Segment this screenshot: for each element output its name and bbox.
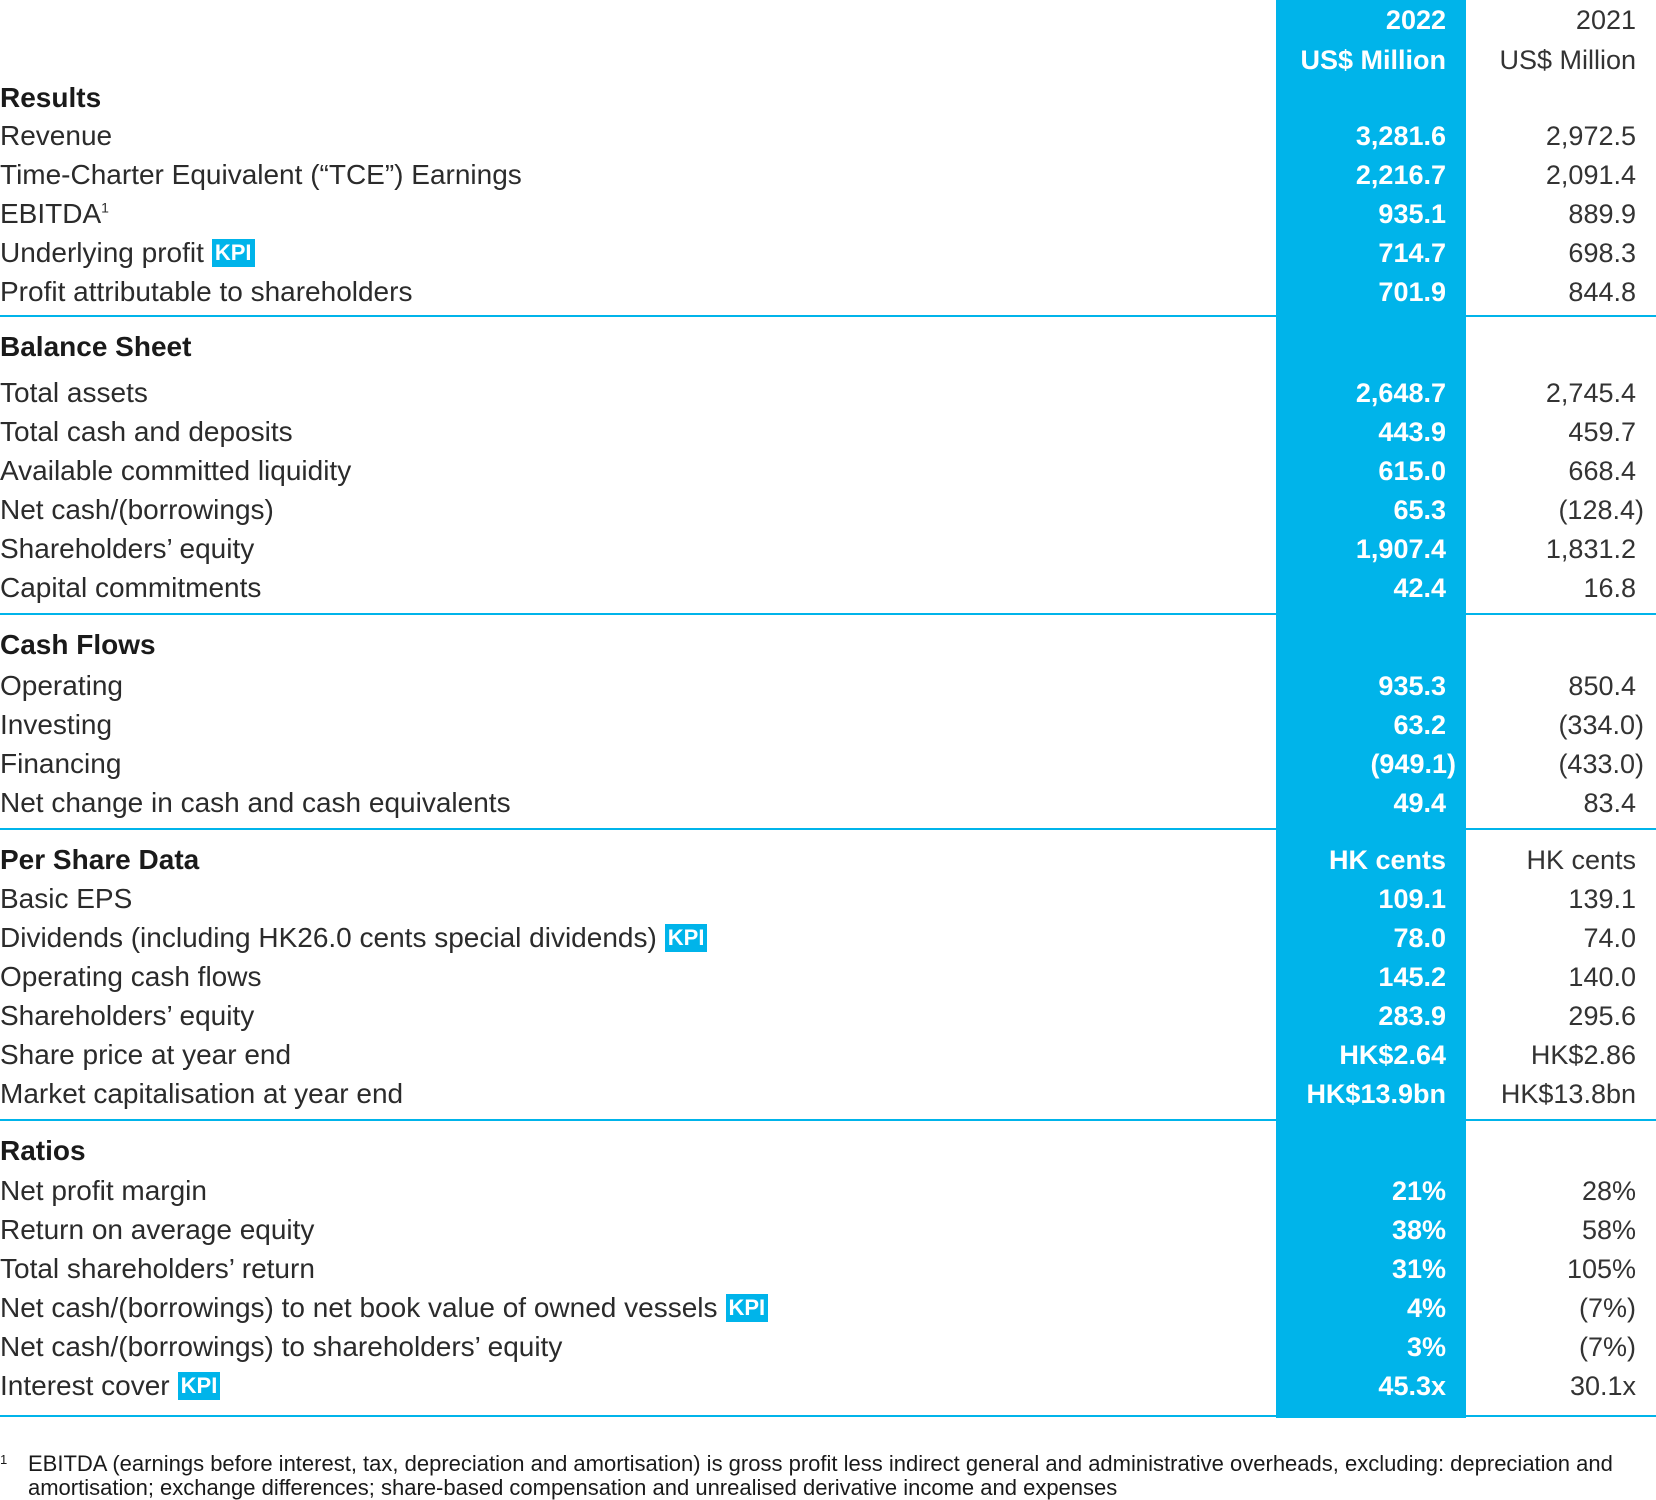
value-2021: 2,091.4 (1545, 160, 1636, 190)
value-2021: (433.0) (1558, 749, 1644, 779)
value-2022: 935.3 (1378, 671, 1446, 701)
value-2022: 2,216.7 (1355, 160, 1446, 190)
header-row-unit (0, 40, 1656, 80)
table-row (0, 996, 1656, 1036)
section-title: Ratios (0, 1135, 86, 1166)
table-bottom-rule (0, 1415, 1656, 1417)
value-2022: 109.1 (1378, 884, 1446, 914)
value-2021: 140.0 (1568, 962, 1636, 992)
value-2021: 30.1x (1569, 1371, 1636, 1401)
row-label-wrap (0, 1288, 768, 1328)
table-row (0, 1210, 1656, 1250)
table-row (0, 879, 1656, 919)
value-2022: 2,648.7 (1355, 378, 1446, 408)
row-label: Total cash and deposits (0, 416, 293, 447)
value-2021: 295.6 (1568, 1001, 1636, 1031)
kpi-badge: KPI (726, 1294, 769, 1322)
value-2021: (7%) (1578, 1332, 1636, 1362)
header-unit-2022: US$ Million (1300, 45, 1446, 75)
row-label-wrap (0, 233, 255, 273)
section-title: Results (0, 82, 102, 113)
header-year-2021: 2021 (1575, 5, 1636, 35)
section-divider (0, 828, 1656, 830)
row-label: Profit attributable to shareholders (0, 276, 413, 307)
table-row (0, 568, 1656, 608)
section-divider (0, 1119, 1656, 1121)
kpi-badge: KPI (212, 239, 255, 267)
value-2022: 443.9 (1378, 417, 1446, 447)
row-label: Operating (0, 670, 123, 701)
value-2021: 2,972.5 (1545, 121, 1636, 151)
value-2021: (128.4) (1558, 495, 1644, 525)
section-title: Per Share Data (0, 844, 200, 875)
row-label-wrap (0, 194, 109, 234)
row-label: Share price at year end (0, 1039, 292, 1070)
row-label: Shareholders’ equity (0, 1000, 255, 1031)
row-label: Investing (0, 709, 113, 740)
footnote-mark: 1 (101, 199, 109, 216)
row-label: Basic EPS (0, 883, 133, 914)
row-label: Revenue (0, 120, 113, 151)
section-divider (0, 613, 1656, 615)
header-unit-2021: US$ Million (1499, 45, 1636, 75)
table-row (0, 1171, 1656, 1211)
row-label: Total assets (0, 377, 148, 408)
value-2022: HK$13.9bn (1306, 1079, 1446, 1109)
table-row (0, 1074, 1656, 1114)
row-label: Operating cash flows (0, 961, 262, 992)
table-row (0, 116, 1656, 156)
row-label: Net cash/(borrowings) (0, 494, 274, 525)
value-2022: 615.0 (1378, 456, 1446, 486)
footnote-number: 1 (0, 1452, 8, 1467)
row-label: Available committed liquidity (0, 455, 352, 486)
value-2022: 3,281.6 (1355, 121, 1446, 151)
kpi-badge: KPI (665, 924, 708, 952)
value-2021: 844.8 (1568, 277, 1636, 307)
value-2022: 78.0 (1393, 923, 1446, 953)
row-label: Return on average equity (0, 1214, 315, 1245)
table-row (0, 957, 1656, 997)
value-2021: 1,831.2 (1545, 534, 1636, 564)
table-row (0, 412, 1656, 452)
value-2022: 38% (1391, 1215, 1446, 1245)
row-label: Capital commitments (0, 572, 262, 603)
value-2022: 701.9 (1378, 277, 1446, 307)
row-label: Interest cover (0, 1370, 170, 1401)
table-row (0, 155, 1656, 195)
unit-2022: HK cents (1328, 845, 1446, 875)
table-row (0, 918, 1656, 958)
section-balance-sheet (0, 327, 1656, 367)
row-label-wrap (0, 1366, 220, 1406)
table-row (0, 1249, 1656, 1289)
kpi-badge: KPI (178, 1372, 221, 1400)
value-2022: 49.4 (1393, 788, 1446, 818)
unit-2021: HK cents (1526, 845, 1636, 875)
value-2022: 283.9 (1378, 1001, 1446, 1031)
table-row (0, 490, 1656, 530)
value-2021: HK$13.8bn (1500, 1079, 1636, 1109)
table-row (0, 744, 1656, 784)
section-title: Balance Sheet (0, 331, 192, 362)
table-row (0, 783, 1656, 823)
value-2021: HK$2.86 (1530, 1040, 1636, 1070)
table-row (0, 1288, 1656, 1328)
header-year-2022: 2022 (1385, 5, 1446, 35)
table-row (0, 705, 1656, 745)
value-2022: 45.3x (1378, 1371, 1446, 1401)
section-title: Cash Flows (0, 629, 156, 660)
value-2022: HK$2.64 (1339, 1040, 1446, 1070)
value-2021: 139.1 (1568, 884, 1636, 914)
value-2022: 42.4 (1393, 573, 1446, 603)
table-row (0, 373, 1656, 413)
table-row (0, 666, 1656, 706)
table-row (0, 451, 1656, 491)
value-2021: 698.3 (1568, 238, 1636, 268)
table-row (0, 1327, 1656, 1367)
value-2021: 889.9 (1568, 199, 1636, 229)
value-2022: 4% (1406, 1293, 1446, 1323)
table-row (0, 529, 1656, 569)
value-2021: 2,745.4 (1545, 378, 1636, 408)
table-row (0, 1366, 1656, 1406)
row-label: Dividends (including HK26.0 cents special dividends) (0, 922, 657, 953)
row-label: Underlying profit (0, 237, 204, 268)
table-row (0, 233, 1656, 273)
value-2022: 21% (1391, 1176, 1446, 1206)
value-2022: 935.1 (1378, 199, 1446, 229)
value-2021: 58% (1581, 1215, 1636, 1245)
value-2021: 105% (1566, 1254, 1636, 1284)
value-2021: (7%) (1578, 1293, 1636, 1323)
row-label: EBITDA (0, 198, 102, 229)
value-2021: (334.0) (1558, 710, 1644, 740)
value-2021: 28% (1581, 1176, 1636, 1206)
row-label: Total shareholders’ return (0, 1253, 315, 1284)
value-2022: 3% (1406, 1332, 1446, 1362)
section-divider (0, 315, 1656, 317)
row-label: Financing (0, 748, 122, 779)
value-2022: 65.3 (1393, 495, 1446, 525)
value-2021: 850.4 (1568, 671, 1636, 701)
header-row-year (0, 0, 1656, 40)
footnote-text: EBITDA (earnings before interest, tax, depreciation and amortisation) is gross profit less indirect general and administrative overheads, excluding: depreciation and amortisation; exchange differences; share-based compensation and unrealised derivative income and expenses (28, 1451, 1613, 1500)
value-2021: 74.0 (1583, 923, 1636, 953)
value-2022: 145.2 (1378, 962, 1446, 992)
table-row (0, 272, 1656, 312)
section-cash-flows (0, 625, 1656, 665)
value-2022: (949.1) (1370, 749, 1456, 779)
value-2021: 459.7 (1568, 417, 1636, 447)
row-label: Market capitalisation at year end (0, 1078, 404, 1109)
row-label: Time-Charter Equivalent (“TCE”) Earnings (0, 159, 522, 190)
section-results (0, 78, 1656, 118)
row-label-wrap (0, 918, 707, 958)
row-label: Net profit margin (0, 1175, 207, 1206)
row-label: Net change in cash and cash equivalents (0, 787, 511, 818)
table-row (0, 1035, 1656, 1075)
row-label: Net cash/(borrowings) to net book value of owned vessels (0, 1292, 718, 1323)
value-2022: 63.2 (1393, 710, 1446, 740)
value-2021: 668.4 (1568, 456, 1636, 486)
row-label: Net cash/(borrowings) to shareholders’ equity (0, 1331, 563, 1362)
value-2022: 31% (1391, 1254, 1446, 1284)
value-2021: 83.4 (1583, 788, 1636, 818)
section-ratios (0, 1131, 1656, 1171)
table-row (0, 194, 1656, 234)
value-2022: 1,907.4 (1355, 534, 1446, 564)
value-2022: 714.7 (1378, 238, 1446, 268)
value-2021: 16.8 (1583, 573, 1636, 603)
section-per-share-data (0, 840, 1656, 880)
row-label: Shareholders’ equity (0, 533, 255, 564)
